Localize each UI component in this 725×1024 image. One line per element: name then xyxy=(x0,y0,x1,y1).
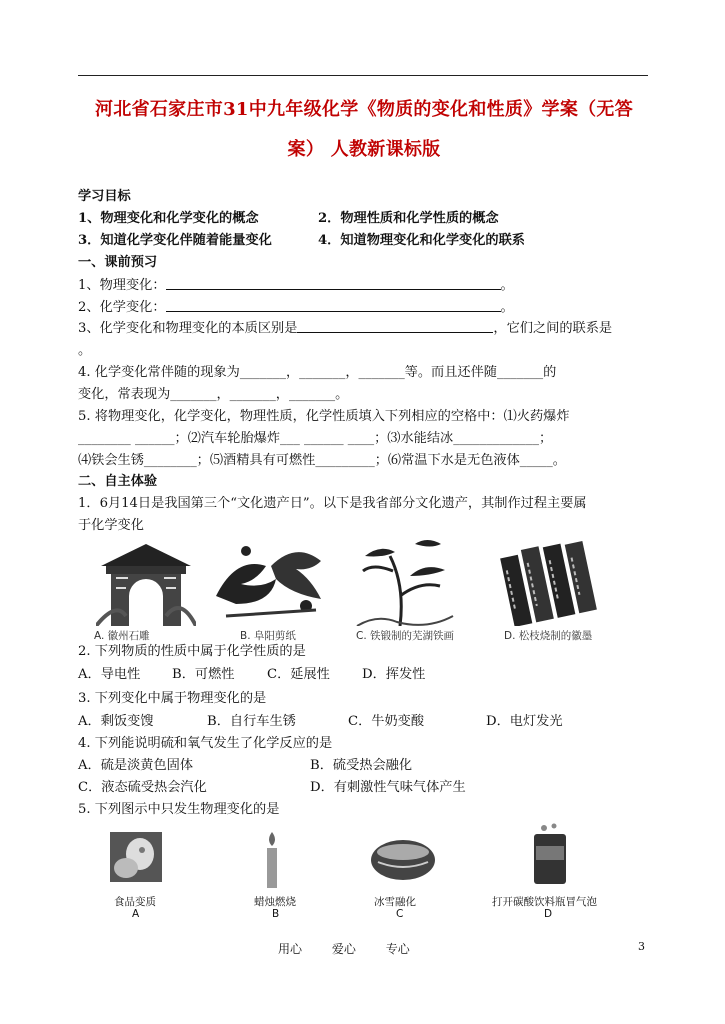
heritage-caption-d: D. 松枝烧制的徽墨 xyxy=(504,630,593,642)
period: 。 xyxy=(500,278,514,293)
footer-word-3: 专心 xyxy=(385,942,410,956)
goal-4: 4．知道物理变化和化学变化的联系 xyxy=(318,233,525,248)
section2-heading: 二、自主体验 xyxy=(78,474,158,489)
goal-2: 2．物理性质和化学性质的概念 xyxy=(318,211,499,226)
option-a: A．剩饭变馊 xyxy=(78,714,154,729)
prep-q3-end: 。 xyxy=(78,343,92,358)
prep-q3-text: 3、化学变化和物理变化的本质区别是 xyxy=(78,321,298,336)
prep-q1-text: 1、物理变化： xyxy=(78,278,166,293)
option-b: B．硫受热会融化 xyxy=(310,758,413,773)
picture-caption-c: 冰雪融化 xyxy=(374,896,416,908)
picture-caption-b: 蜡烛燃烧 xyxy=(254,896,296,908)
picture-caption-d: 打开碳酸饮料瓶冒气泡 xyxy=(492,896,597,908)
section1-heading: 一、课前预习 xyxy=(78,255,158,270)
goals-row1 xyxy=(78,210,638,228)
heritage-pictures xyxy=(78,536,638,644)
stone-carving-arch-icon xyxy=(96,536,196,626)
spoiled-food-icon xyxy=(110,832,162,882)
exp-q3: 3. 下列变化中属于物理变化的是 xyxy=(78,691,267,706)
picture-letter-a: A xyxy=(132,908,140,920)
iron-painting-pine-icon xyxy=(355,536,455,626)
prep-q5-line3: ⑷铁会生锈________；⑸酒精具有可燃性_________；⑹常温下水是无色液体_____。 xyxy=(78,453,566,468)
answer-blank xyxy=(297,320,493,333)
page-number: 3 xyxy=(638,940,645,953)
prep-q5-line1: 5. 将物理变化，化学变化，物理性质，化学性质填入下列相应的空格中：⑴火药爆炸 xyxy=(78,409,570,424)
exp-q1-line2: 于化学变化 xyxy=(78,518,144,533)
soda-can-icon xyxy=(530,822,570,884)
change-pictures xyxy=(78,818,638,928)
goals-row2 xyxy=(78,232,638,250)
option-a: A．导电性 xyxy=(78,667,141,682)
goal-1: 1、物理变化和化学变化的概念 xyxy=(78,211,259,226)
option-c: C．延展性 xyxy=(267,667,330,682)
option-b: B．自行车生锈 xyxy=(207,714,296,729)
prep-q3 xyxy=(78,320,612,338)
footer-slogan xyxy=(278,940,436,957)
option-d: D．电灯发光 xyxy=(486,714,563,729)
prep-q5-line2: ________ ______；⑵汽车轮胎爆炸___ ______ ____；⑶水能结冰_____________； xyxy=(78,431,553,446)
ink-sticks-icon xyxy=(498,536,608,626)
prep-q2 xyxy=(78,299,514,317)
candle-icon xyxy=(264,832,280,888)
prep-q4-line2: 变化，常表现为_______，_______，_______。 xyxy=(78,387,349,402)
exp-q4: 4. 下列能说明硫和氧气发生了化学反应的是 xyxy=(78,736,333,751)
page-title-line2: 案） 人教新课标版 xyxy=(287,139,441,160)
footer-word-2: 爱心 xyxy=(331,942,356,956)
heritage-caption-a: A. 徽州石雕 xyxy=(94,630,150,642)
goals-heading: 学习目标 xyxy=(78,189,131,204)
goal-3: 3．知道化学变化伴随着能量变化 xyxy=(78,233,272,248)
prep-q4-line1: 4. 化学变化常伴随的现象为_______，_______，_______等。而且还伴随_______的 xyxy=(78,365,557,380)
option-c: C．牛奶变酸 xyxy=(348,714,425,729)
option-c: C．液态硫受热会汽化 xyxy=(78,780,207,795)
footer-word-1: 用心 xyxy=(278,942,303,956)
header-rule xyxy=(78,75,648,76)
picture-letter-c: C xyxy=(396,908,404,920)
exp-q5: 5. 下列图示中只发生物理变化的是 xyxy=(78,802,280,817)
prep-q2-text: 2、化学变化： xyxy=(78,300,166,315)
picture-caption-a: 食品变质 xyxy=(114,896,156,908)
prep-q3-text2: ，它们之间的联系是 xyxy=(493,321,613,336)
paper-cut-birds-icon xyxy=(211,536,331,626)
picture-letter-d: D xyxy=(544,908,553,920)
period: 。 xyxy=(500,300,514,315)
exp-q2: 2. 下列物质的性质中属于化学性质的是 xyxy=(78,644,306,659)
option-a: A．硫是淡黄色固体 xyxy=(78,758,194,773)
page-title-line1: 河北省石家庄市31中九年级化学《物质的变化和性质》学案（无答 xyxy=(94,99,634,120)
answer-blank xyxy=(166,277,501,290)
answer-blank xyxy=(166,299,501,312)
melting-snow-icon xyxy=(370,838,436,882)
heritage-caption-b: B. 阜阳剪纸 xyxy=(240,630,296,642)
prep-q1 xyxy=(78,277,514,295)
heritage-caption-c: C. 铁锻制的芜湖铁画 xyxy=(356,630,455,642)
option-d: D．有刺激性气味气体产生 xyxy=(310,780,466,795)
picture-letter-b: B xyxy=(272,908,280,920)
option-d: D．挥发性 xyxy=(362,667,426,682)
exp-q1-line1: 1．6月14日是我国第三个“文化遗产日”。以下是我省部分文化遗产，其制作过程主要属 xyxy=(78,496,587,511)
option-b: B．可燃性 xyxy=(172,667,235,682)
